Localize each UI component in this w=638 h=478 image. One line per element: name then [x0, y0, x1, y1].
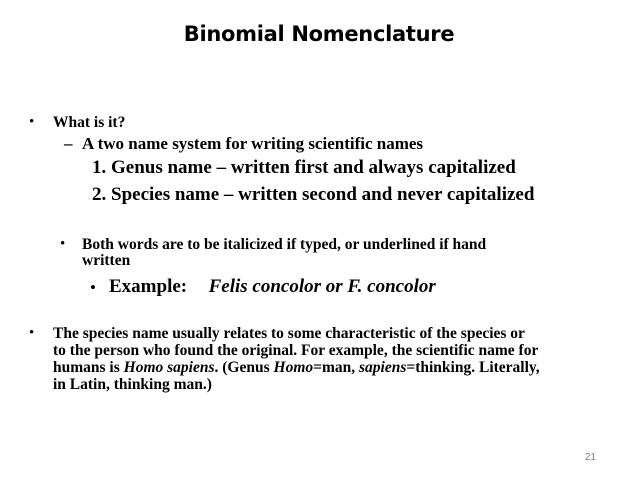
bullet-icon: •: [29, 325, 35, 341]
example-text: Felis concolor or F. concolor: [208, 276, 436, 297]
sapiens: sapiens: [359, 359, 407, 376]
homo: Homo: [273, 359, 314, 376]
example-label: Example:: [109, 276, 188, 297]
page-number: 21: [584, 452, 596, 463]
italic-note-line1: Both words are to be italicized if typed, or underlined if hand: [82, 236, 487, 253]
homo-sapiens: Homo sapiens: [123, 359, 215, 376]
species-paragraph: [53, 325, 623, 393]
slide-title: Binomial Nomenclature: [183, 22, 455, 46]
definition-line: A two name system for writing scientific names: [82, 134, 424, 153]
dash-icon: –: [64, 134, 73, 153]
para-line: humans is Homo sapiens. (Genus Homo=man, sapiens=thinking. Literally,: [53, 359, 540, 376]
question-what-is-it: What is it?: [53, 114, 126, 131]
para-line: to the person who found the original. For example, the scientific name for: [53, 342, 539, 359]
bullet-icon: •: [60, 236, 66, 252]
example-line: [109, 276, 436, 298]
para-line: in Latin, thinking man.): [53, 376, 212, 393]
bullet-icon: •: [29, 114, 35, 130]
item-genus: 1. Genus name – written first and always capitalized: [92, 157, 516, 178]
para-line: The species name usually relates to some characteristic of the species or: [53, 325, 525, 342]
italic-note-line2: written: [82, 252, 131, 269]
bullet-icon: •: [90, 278, 96, 297]
item-species: 2. Species name – written second and never capitalized: [92, 184, 535, 205]
